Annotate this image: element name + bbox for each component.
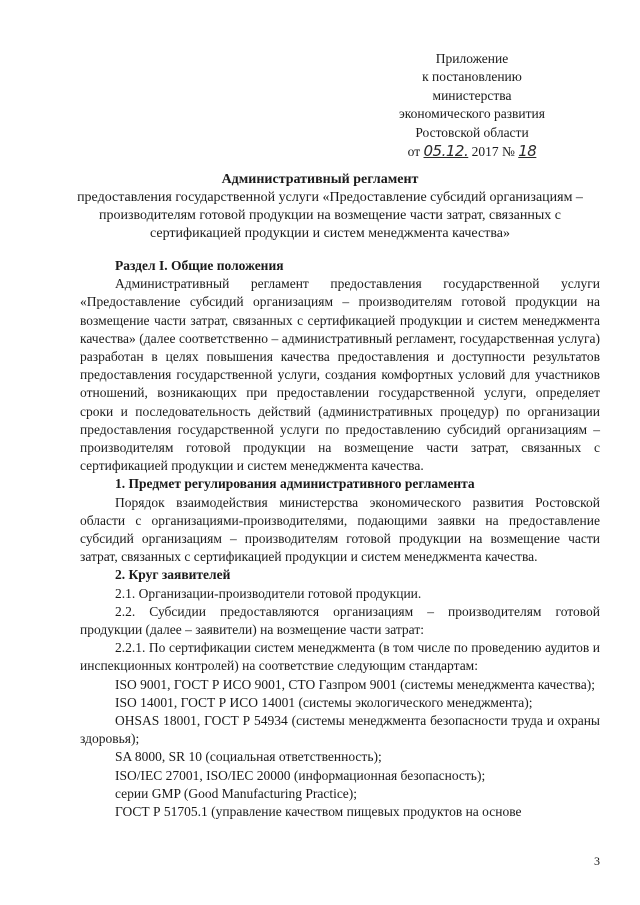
document-subtitle: предоставления государственной услуги «Предоставление субсидий организациям – производителям готовой продукции на возмещение части затрат, связанных с сертификацией продукции и систем менеджмента качества» (77, 190, 583, 241)
standard-item: ISO 9001, ГОСТ Р ИСО 9001, СТО Газпром 9001 (системы менеджмента качества); (115, 676, 595, 692)
document-body (80, 257, 600, 821)
handwritten-date: 05.12. (423, 142, 469, 161)
paragraph: 2.1. Организации-производители готовой продукции. (115, 585, 422, 601)
section-heading: 1. Предмет регулирования административного регламента (115, 476, 475, 492)
appendix-line: министерства (432, 87, 512, 103)
paragraph: Административный регламент предоставления государственной услуги «Предоставление субсидий организациям – производителям готовой продукции на возмещение части затрат, связанных с сертификацией продукции и систем менеджмента качества» (далее соответственно – административный регламент, государственная услуга) разработан в целях повышения качества предоставления и доступности результатов предоставления государственной услуги, создания комфортных условий для участников отношений, возникающих при предоставлении государственной услуги, определяет сроки и последовательность действий (административных процедур) по организации предоставления государственной услуги по предоставлению субсидий организациям – производителям готовой продукции на возмещение части затрат, связанных с сертификацией продукции и систем менеджмента качества. (80, 276, 600, 474)
paragraph: Порядок взаимодействия министерства экономического развития Ростовской области с организациями-производителями, подающими заявки на предоставление субсидий организациям – производителям готовой продукции на возмещение части затрат, связанных с сертификацией продукции и систем менеджмента качества. (80, 494, 600, 565)
section-heading: Раздел I. Общие положения (115, 258, 284, 273)
standard-item: SA 8000, SR 10 (социальная ответственность); (115, 749, 382, 765)
standard-item: OHSAS 18001, ГОСТ Р 54934 (системы менеджмента безопасности труда и охраны здоровья); (80, 713, 600, 747)
standard-item: ISO/IEC 27001, ISO/IEC 20000 (информационная безопасность); (115, 767, 486, 783)
appendix-line: Приложение (435, 51, 509, 66)
handwritten-number: 18 (518, 142, 537, 161)
appendix-line: экономического развития (399, 106, 545, 122)
document-title: Административный регламент (221, 172, 419, 187)
date-prefix: от (407, 144, 421, 160)
appendix-block (362, 50, 582, 161)
appendix-line: Ростовской области (415, 124, 529, 140)
standard-item: ISO 14001, ГОСТ Р ИСО 14001 (системы экологического менеджмента); (115, 694, 533, 710)
paragraph: 2.2.1. По сертификации систем менеджмента (в том числе по проведению аудитов и инспекционных контролей) на соответствие следующим стандартам: (80, 640, 600, 674)
page-number: 3 (594, 854, 600, 868)
standard-item: ГОСТ Р 51705.1 (управление качеством пищевых продуктов на основе (115, 804, 522, 820)
standard-item: серии GMP (Good Manufacturing Practice); (115, 785, 358, 801)
appendix-date-line (362, 142, 582, 161)
date-year: 2017 № (471, 144, 515, 160)
section-heading: 2. Круг заявителей (115, 567, 231, 583)
appendix-line: к постановлению (422, 69, 522, 85)
paragraph: 2.2. Субсидии предоставляются организациям – производителям готовой продукции (далее – заявители) на возмещение части затрат: (80, 603, 600, 638)
